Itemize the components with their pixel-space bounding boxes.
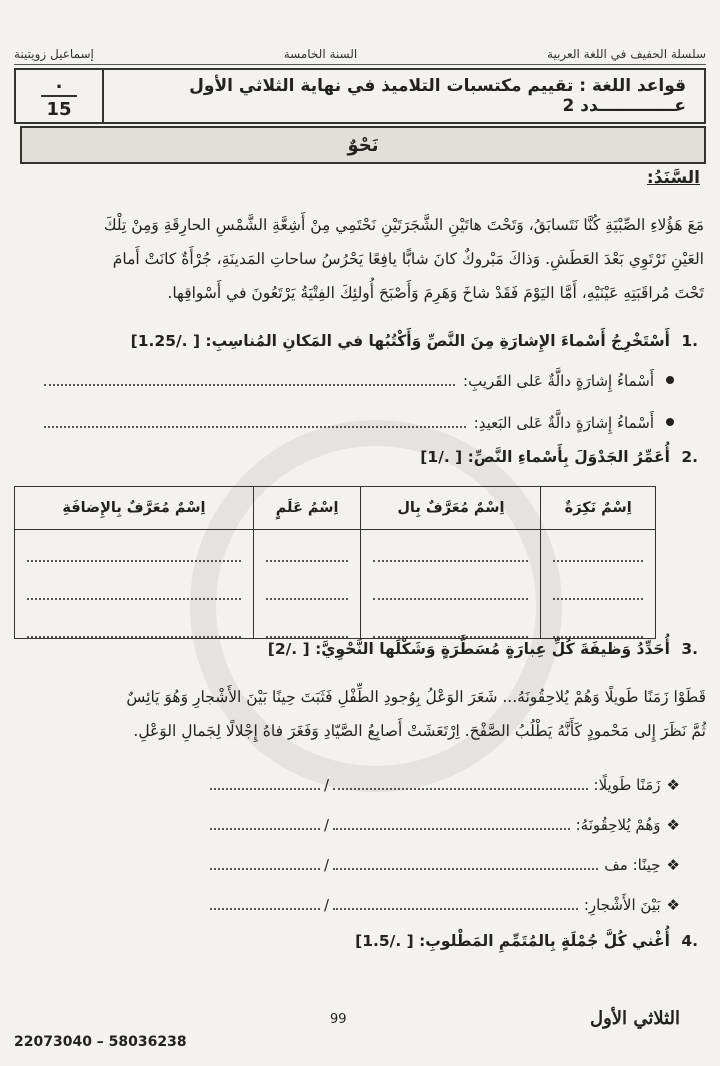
sanad-text — [14, 208, 704, 310]
score-total: 15 — [46, 99, 72, 120]
sanad-line: مَعَ هَؤُلاءِ الصِّبْيَةِ كُنَّا نَتَسابَقُ، وَتَحْتَ هاتَيْنِ الشَّجَرَتَيْنِ نَحْتَمِي مِنْ أَشِعَّةِ الشَّمْسِ الحارِقَةِ وَمِنْ تِلْكَ — [103, 216, 704, 234]
dotted-answer-field[interactable] — [373, 620, 528, 638]
answer-label: أَسْماءُ إِشارَةٍ دالَّةٌ عَلى البَعيدِ: — [473, 414, 654, 432]
question-text: أُعَمِّرُ الجَدْوَلَ بِأَسْماءِ النَّصِّ: [ ./1] — [420, 448, 670, 466]
table-cell[interactable] — [541, 530, 656, 639]
top-header — [14, 44, 706, 65]
question-2 — [20, 448, 698, 466]
dotted-answer-field[interactable] — [27, 582, 241, 600]
question-number: .1 — [681, 332, 698, 350]
grade-label: السنة الخامسة — [283, 47, 358, 61]
dotted-answer-field[interactable] — [44, 414, 466, 428]
bullet-icon — [666, 418, 674, 426]
dotted-answer-field[interactable] — [373, 582, 528, 600]
question-text: أَسْتَخْرِجُ أَسْماءَ الإِشارَةِ مِنَ النَّصِّ وَأَكْتُبُها في المَكانِ المُناسِبِ: [ ./1.25] — [130, 332, 670, 350]
table-header-row — [15, 487, 656, 530]
answer-line-far[interactable] — [44, 414, 674, 432]
q3-passage — [14, 680, 706, 748]
bullet-icon — [666, 376, 674, 384]
dotted-answer-field[interactable] — [333, 776, 587, 790]
dotted-answer-field[interactable] — [210, 776, 320, 790]
slash-separator: / — [324, 896, 330, 914]
question-4 — [20, 932, 698, 950]
dotted-answer-field[interactable] — [266, 620, 349, 638]
item-label: بَيْنَ الأَشْجارِ: — [583, 896, 661, 914]
title-box — [14, 68, 706, 124]
dotted-answer-field[interactable] — [27, 544, 241, 562]
item-label: وَهُمْ يُلاحِقُونَهُ: — [575, 816, 661, 834]
question-text: أُغْني كُلَّ جُمْلَةٍ بِالمُتَمِّمِ المَطْلوبِ: [ ./1.5] — [355, 932, 670, 950]
table-cell[interactable] — [15, 530, 254, 639]
answer-line-near[interactable] — [44, 372, 674, 390]
term-label: الثلاثي الأول — [590, 1008, 680, 1029]
dotted-answer-field[interactable] — [333, 816, 570, 830]
dotted-answer-field[interactable] — [44, 372, 455, 386]
dotted-answer-field[interactable] — [210, 816, 320, 830]
diamond-bullet-icon: ❖ — [666, 816, 680, 834]
sanad-line: العَيْنِ نَرْتَوِي بَعْدَ العَطَشِ. وَذاكَ مَبْروكٌ كانَ شابًّا يافِعًا يَحْرُسُ ساحاتِ المَدينَةِ، جُرْأَةٌ كانَتْ أَمامَ — [112, 250, 704, 268]
diamond-bullet-icon: ❖ — [666, 776, 680, 794]
column-header: اِسْمٌ مُعَرَّفٌ بِال — [361, 487, 541, 530]
dotted-answer-field[interactable] — [210, 856, 320, 870]
table-cell[interactable] — [253, 530, 361, 639]
score-divider — [41, 95, 77, 97]
dotted-answer-field[interactable] — [266, 582, 349, 600]
q3-item[interactable] — [210, 856, 680, 874]
sanad-line: تَحْتَ مُراقَبَتِهِ عَيْنَيْهِ، أَمَّا اليَوْمَ فَقَدْ شاخَ وَهَرِمَ وَأَصْبَحَ أُولئِكَ الفِتْيَةُ يَرْتَعُونَ في أَسْواقِها. — [167, 284, 704, 302]
answer-label: أَسْماءُ إِشارَةٍ دالَّةٌ عَلى القَريبِ: — [463, 372, 654, 390]
column-header: اِسْمُ عَلَمٍ — [253, 487, 361, 530]
question-1 — [20, 332, 698, 350]
table-row — [15, 530, 656, 639]
question-number: .3 — [681, 640, 698, 658]
passage-line: ثُمَّ نَظَرَ إِلى مَحْمودٍ كَأَنَّهُ يَطْلُبُ الصَّفْحَ. اِرْتَعَشَتْ أَصابِعُ الصَّيّادِ وَفَغَرَ فاهُ إِجْلالًا لِجَمالِ الوَعْلِ. — [133, 722, 706, 740]
dotted-answer-field[interactable] — [27, 620, 241, 638]
score-value: . — [55, 72, 63, 93]
question-text: أُحَدِّدُ وَظيفَةَ كُلِّ عِبارَةٍ مُسَطَّرَةٍ وَشَكْلَها النَّحْوِيَّ: [ ./2] — [267, 640, 670, 658]
dotted-answer-field[interactable] — [333, 856, 598, 870]
diamond-bullet-icon: ❖ — [666, 856, 680, 874]
q3-item[interactable] — [210, 816, 680, 834]
slash-separator: / — [324, 856, 330, 874]
question-number: .2 — [681, 448, 698, 466]
author-name: إسماعيل زويتينة — [14, 47, 94, 61]
page-number: 99 — [330, 1012, 347, 1027]
dotted-answer-field[interactable] — [373, 544, 528, 562]
diamond-bullet-icon: ❖ — [666, 896, 680, 914]
q3-item[interactable] — [210, 896, 680, 914]
item-label: زَمَنًا طَويلًا: — [593, 776, 661, 794]
column-header: اِسْمٌ نَكِرَةٌ — [541, 487, 656, 530]
passage-line: قَطَوْا زَمَنًا طَويلًا وَهُمْ يُلاحِقُونَهُ... شَعَرَ الوَعْلُ بِوُجودِ الطِّفْلِ فَثَبَتَ حِينًا بَيْنَ الأَشْجارِ وَهُوَ يَائِسٌ — [126, 688, 706, 706]
column-header: اِسْمٌ مُعَرَّفٌ بِالإِضافَةِ — [15, 487, 254, 530]
names-table — [14, 486, 656, 639]
q3-item[interactable] — [210, 776, 680, 794]
item-label: حِينًا: مف — [604, 856, 661, 874]
dotted-answer-field[interactable] — [333, 896, 578, 910]
dotted-answer-field[interactable] — [553, 620, 643, 638]
score-box — [16, 70, 102, 122]
question-number: .4 — [681, 932, 698, 950]
slash-separator: / — [324, 776, 330, 794]
dotted-answer-field[interactable] — [553, 544, 643, 562]
dotted-answer-field[interactable] — [210, 896, 320, 910]
worksheet-title: قواعد اللغة : تقييم مكتسبات التلاميذ في نهاية الثلاثي الأول عـــــــــــــدد 2 — [102, 70, 704, 122]
dotted-answer-field[interactable] — [266, 544, 349, 562]
question-3 — [20, 640, 698, 658]
sanad-label: السَّنَدُ: — [646, 168, 700, 188]
series-name: سلسلة الحفيف في اللغة العربية — [547, 47, 706, 61]
slash-separator: / — [324, 816, 330, 834]
phone-numbers: 22073040 – 58036238 — [14, 1034, 187, 1050]
dotted-answer-field[interactable] — [553, 582, 643, 600]
table-cell[interactable] — [361, 530, 541, 639]
section-heading: نَحْوٌ — [20, 126, 706, 164]
